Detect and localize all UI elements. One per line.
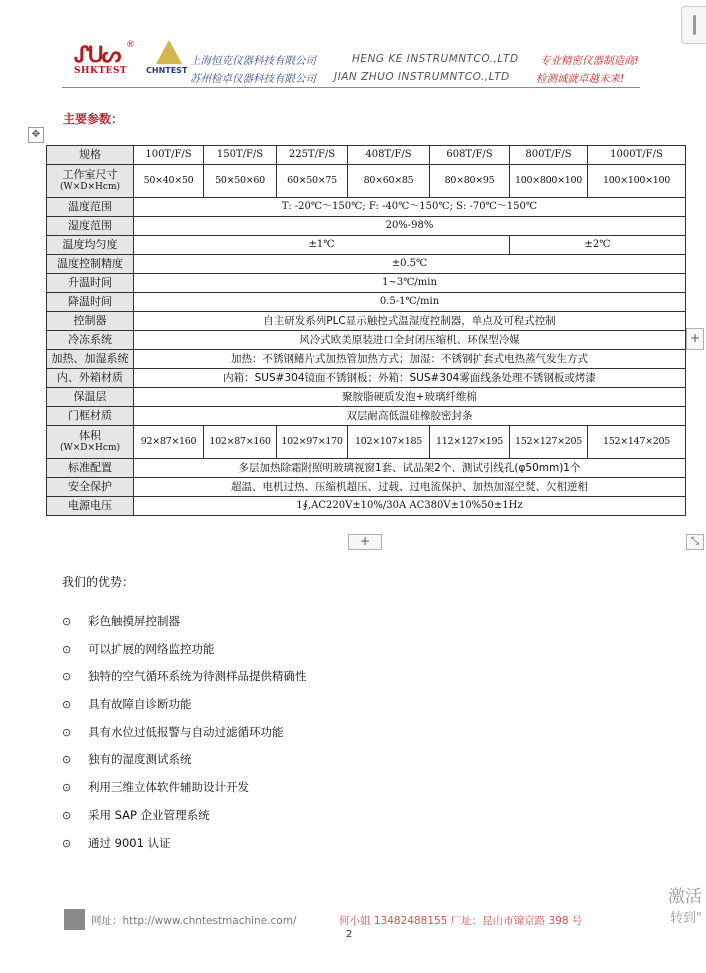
table-cell: 100×100×100 <box>588 165 686 198</box>
table-cell: 100×800×100 <box>510 165 588 198</box>
table-row <box>47 274 686 293</box>
table-cell: 152×127×205 <box>510 426 588 459</box>
row-header-unit: (W×D×Hcm) <box>60 443 120 453</box>
table-cell: 112×127×195 <box>430 426 510 459</box>
table-cell: T: -20℃～150℃; F: -40℃～150℃; S: -70℃～150℃ <box>134 198 686 217</box>
table-cell: 50×40×50 <box>134 165 204 198</box>
table-row <box>47 198 686 217</box>
table-row <box>47 478 686 497</box>
table-cell: 1~3℃/min <box>134 274 686 293</box>
table-cell: ±0.5℃ <box>134 255 686 274</box>
slogan-2: 检测诚就卓越未来! <box>536 73 625 85</box>
table-row <box>47 217 686 236</box>
company-name-cn-1: 上海恒克仪器科技有限公司 <box>190 55 316 67</box>
list-item <box>62 723 307 751</box>
row-header-label: 工作室尺寸 <box>62 168 118 181</box>
table-cell: 多层加热除霜附照明玻璃视窗1套、试品架2个、测试引线孔(φ50mm)1个 <box>134 459 686 478</box>
row-header: 内、外箱材质 <box>47 369 134 388</box>
activation-watermark-title: 激活 <box>668 887 702 907</box>
row-header: 安全保护 <box>47 478 134 497</box>
mountain-icon <box>156 40 182 64</box>
table-cell: 80×80×95 <box>430 165 510 198</box>
table-cell: 20%-98% <box>134 217 686 236</box>
shktest-logo <box>74 42 136 78</box>
logo-glyph: ᔑᑌᔕ <box>74 42 120 68</box>
row-header <box>47 165 134 198</box>
table-row <box>47 146 686 165</box>
table-cell: 自主研发系列PLC显示触控式温湿度控制器，单点及可程式控制 <box>134 312 686 331</box>
table-cell: ±2℃ <box>510 236 686 255</box>
table-cell: 0.5-1℃/min <box>134 293 686 312</box>
list-item-text: 彩色触摸屏控制器 <box>88 614 180 628</box>
row-header: 冷冻系统 <box>47 331 134 350</box>
table-cell: 102×107×185 <box>348 426 430 459</box>
bullet-icon: ⊙ <box>62 670 72 684</box>
scroll-indicator[interactable] <box>681 6 706 44</box>
row-header: 升温时间 <box>47 274 134 293</box>
table-cell: 408T/F/S <box>348 146 430 165</box>
row-header: 标准配置 <box>47 459 134 478</box>
table-cell: 加热：不锈钢鳍片式加热管加热方式；加湿：不锈钢扩套式电热蒸气发生方式 <box>134 350 686 369</box>
company-name-en-2: JIAN ZHUO INSTRUMNTCO.,LTD <box>334 71 510 83</box>
list-item <box>62 640 307 668</box>
bullet-icon: ⊙ <box>62 753 72 767</box>
advantages-list <box>62 612 307 861</box>
row-header-label: 体积 <box>79 429 101 442</box>
parameters-table <box>46 145 686 516</box>
table-cell: 50×50×60 <box>204 165 277 198</box>
row-header: 规格 <box>47 146 134 165</box>
bullet-icon: ⊙ <box>62 642 72 656</box>
row-header: 温度范围 <box>47 198 134 217</box>
slogan-1: 专业精密仪器制造商! <box>540 55 639 67</box>
table-cell: 800T/F/S <box>510 146 588 165</box>
table-cell: 152×147×205 <box>588 426 686 459</box>
row-header: 温度均匀度 <box>47 236 134 255</box>
table-cell: 92×87×160 <box>134 426 204 459</box>
row-header <box>47 426 134 459</box>
row-header: 电源电压 <box>47 497 134 516</box>
bullet-icon: ⊙ <box>62 808 72 822</box>
table-row <box>47 255 686 274</box>
table-cell: 80×60×85 <box>348 165 430 198</box>
table-row <box>47 407 686 426</box>
row-header: 降温时间 <box>47 293 134 312</box>
list-item-text: 可以扩展的网络监控功能 <box>88 641 215 656</box>
list-item <box>62 750 307 778</box>
table-row <box>47 293 686 312</box>
activation-watermark-text: 转到" <box>670 911 702 926</box>
row-header: 加热、加湿系统 <box>47 350 134 369</box>
list-item <box>62 806 307 834</box>
table-cell: 聚胺脂硬质发泡+玻璃纤维棉 <box>134 388 686 407</box>
table-move-handle-icon[interactable]: ✥ <box>28 127 44 143</box>
row-header: 温度控制精度 <box>47 255 134 274</box>
table-row <box>47 369 686 388</box>
table-resize-handle-icon[interactable]: ⤡ <box>686 534 704 550</box>
footer-website[interactable]: 网址：http://www.chntestmachine.com/ <box>91 915 297 927</box>
table-row <box>47 165 686 198</box>
bullet-icon: ⊙ <box>62 781 72 795</box>
list-item <box>62 695 307 723</box>
add-column-button[interactable]: + <box>686 328 704 350</box>
table-cell: 608T/F/S <box>430 146 510 165</box>
company-name-en-1: HENG KE INSTRUMNTCO.,LTD <box>352 53 519 65</box>
table-row <box>47 350 686 369</box>
section-title: 主要参数： <box>63 112 124 126</box>
bullet-icon: ⊙ <box>62 725 72 739</box>
table-cell: 风冷式欧美原装进口全封闭压缩机、环保型冷媒 <box>134 331 686 350</box>
table-cell: 1000T/F/S <box>588 146 686 165</box>
advantages-heading: 我们的优势： <box>62 575 135 589</box>
table-cell: 102×87×160 <box>204 426 277 459</box>
list-item <box>62 778 307 806</box>
table-row <box>47 236 686 255</box>
list-item-text: 采用 SAP 企业管理系统 <box>88 807 210 822</box>
list-item-text: 独特的空气循环系统为待测样品提供精确性 <box>88 669 307 684</box>
table-cell: 内箱：SUS#304镜面不锈钢板；外箱：SUS#304雾面线条处理不锈钢板或烤漆 <box>134 369 686 388</box>
table-row <box>47 331 686 350</box>
table-row <box>47 426 686 459</box>
row-header-unit: (W×D×Hcm) <box>60 182 120 192</box>
footer-contact: 何小姐 13482488155 厂址：昆山市锦京路 398 号 <box>339 915 583 927</box>
chntest-logo <box>146 40 188 80</box>
row-header: 门框材质 <box>47 407 134 426</box>
bullet-icon: ⊙ <box>62 615 72 628</box>
list-item <box>62 667 307 695</box>
bullet-icon: ⊙ <box>62 836 72 850</box>
registered-mark: ® <box>126 40 135 50</box>
table-cell: 225T/F/S <box>277 146 348 165</box>
list-item-text: 具有水位过低报警与自动过滤循环功能 <box>88 724 284 739</box>
header-divider <box>62 87 640 88</box>
table-row <box>47 497 686 516</box>
row-header: 湿度范围 <box>47 217 134 236</box>
add-row-button[interactable]: + <box>348 534 382 550</box>
list-item <box>62 612 307 640</box>
company-name-cn-2: 苏州检卓仪器科技有限公司 <box>190 73 316 85</box>
logo-text-chntest: CHNTEST <box>146 66 188 75</box>
table-cell: 60×50×75 <box>277 165 348 198</box>
bullet-icon: ⊙ <box>62 698 72 712</box>
table-cell: 1∮,AC220V±10%/30A AC380V±10%50±1Hz <box>134 497 686 516</box>
logo-text: SHKTEST <box>74 66 128 76</box>
table-row <box>47 312 686 331</box>
list-item <box>62 834 307 862</box>
table-cell: 双层耐高低温硅橡胶密封条 <box>134 407 686 426</box>
row-header: 保温层 <box>47 388 134 407</box>
footer-logo-block <box>64 909 85 930</box>
table-cell: 102×97×170 <box>277 426 348 459</box>
list-item-text: 通过 9001 认证 <box>88 835 171 850</box>
table-cell: 超温、电机过热、压缩机超压、过载、过电流保护、加热加湿空焚、欠相逆相 <box>134 478 686 497</box>
table-cell: 150T/F/S <box>204 146 277 165</box>
table-cell: ±1℃ <box>134 236 510 255</box>
list-item-text: 独有的湿度测试系统 <box>88 752 192 767</box>
table-row <box>47 459 686 478</box>
page-number: 2 <box>346 929 353 940</box>
list-item-text: 具有故障自诊断功能 <box>88 697 192 712</box>
table-row <box>47 388 686 407</box>
table-cell: 100T/F/S <box>134 146 204 165</box>
row-header: 控制器 <box>47 312 134 331</box>
list-item-text: 利用三维立体软件辅助设计开发 <box>88 780 249 795</box>
